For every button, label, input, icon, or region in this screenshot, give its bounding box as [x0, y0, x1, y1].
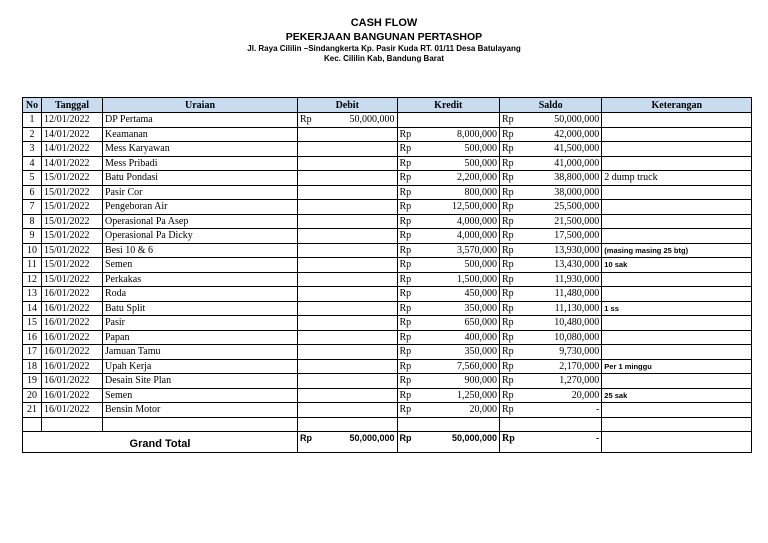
row-tanggal: 15/01/2022 — [42, 272, 103, 287]
row-kredit: 4,000,000 — [414, 214, 500, 229]
table-header-row — [23, 98, 752, 113]
row-kredit: 450,000 — [414, 287, 500, 302]
row-keterangan: Per 1 minggu — [602, 359, 752, 374]
table-row — [23, 127, 752, 142]
row-saldo: 38,800,000 — [517, 171, 602, 186]
table-row — [23, 287, 752, 302]
row-tanggal: 16/01/2022 — [42, 287, 103, 302]
grand-total-kredit-currency: Rp — [397, 432, 414, 453]
table-row — [23, 345, 752, 360]
row-uraian: Jamuan Tamu — [103, 345, 298, 360]
row-keterangan — [602, 185, 752, 200]
table-body — [23, 113, 752, 418]
row-debit — [314, 359, 397, 374]
row-saldo: 9,730,000 — [517, 345, 602, 360]
row-saldo-currency: Rp — [500, 185, 517, 200]
row-saldo: 10,080,000 — [517, 330, 602, 345]
table-row — [23, 301, 752, 316]
row-keterangan — [602, 374, 752, 389]
table-row — [23, 156, 752, 171]
row-kredit-currency: Rp — [397, 403, 414, 418]
row-debit — [314, 316, 397, 331]
row-uraian: Batu Split — [103, 301, 298, 316]
row-debit-currency — [298, 127, 315, 142]
row-debit-currency — [298, 403, 315, 418]
row-no: 15 — [23, 316, 42, 331]
row-kredit-currency: Rp — [397, 214, 414, 229]
row-debit — [314, 374, 397, 389]
row-debit-currency — [298, 185, 315, 200]
row-kredit: 1,250,000 — [414, 388, 500, 403]
row-debit-currency — [298, 200, 315, 215]
row-uraian: Pasir Cor — [103, 185, 298, 200]
address-line-1: Jl. Raya Cililin –Sindangkerta Kp. Pasir Kuda RT. 01/11 Desa Batulayang — [247, 44, 521, 53]
spacer-row — [23, 417, 752, 432]
row-kredit: 7,560,000 — [414, 359, 500, 374]
row-saldo-currency: Rp — [500, 301, 517, 316]
row-kredit: 8,000,000 — [414, 127, 500, 142]
grand-total-label: Grand Total — [23, 432, 298, 453]
row-tanggal: 16/01/2022 — [42, 316, 103, 331]
row-no: 9 — [23, 229, 42, 244]
table-row — [23, 272, 752, 287]
grand-total-keterangan — [602, 432, 752, 453]
row-kredit-currency: Rp — [397, 301, 414, 316]
address-line-2: Kec. Cililin Kab, Bandung Barat — [323, 54, 444, 63]
row-kredit-currency: Rp — [397, 185, 414, 200]
row-kredit: 500,000 — [414, 156, 500, 171]
row-debit — [314, 171, 397, 186]
row-debit-currency — [298, 316, 315, 331]
row-saldo-currency: Rp — [500, 359, 517, 374]
col-header-tanggal: Tanggal — [42, 98, 103, 113]
row-saldo-currency: Rp — [500, 229, 517, 244]
row-no: 20 — [23, 388, 42, 403]
row-tanggal: 16/01/2022 — [42, 374, 103, 389]
row-saldo: 41,000,000 — [517, 156, 602, 171]
row-debit — [314, 287, 397, 302]
row-tanggal: 16/01/2022 — [42, 359, 103, 374]
row-saldo-currency: Rp — [500, 243, 517, 258]
row-debit-currency — [298, 330, 315, 345]
row-saldo-currency: Rp — [500, 156, 517, 171]
row-saldo-currency: Rp — [500, 258, 517, 273]
row-saldo-currency: Rp — [500, 287, 517, 302]
col-header-kredit: Kredit — [397, 98, 500, 113]
row-kredit-currency: Rp — [397, 345, 414, 360]
row-kredit: 350,000 — [414, 345, 500, 360]
row-debit-currency — [298, 142, 315, 157]
table-row — [23, 200, 752, 215]
row-kredit-currency: Rp — [397, 359, 414, 374]
row-kredit: 500,000 — [414, 142, 500, 157]
row-saldo: 42,000,000 — [517, 127, 602, 142]
row-debit-currency — [298, 258, 315, 273]
row-kredit — [414, 113, 500, 128]
grand-total-debit-currency: Rp — [298, 432, 315, 453]
row-saldo-currency: Rp — [500, 113, 517, 128]
row-saldo: - — [517, 403, 602, 418]
row-saldo: 21,500,000 — [517, 214, 602, 229]
row-keterangan — [602, 142, 752, 157]
row-saldo: 1,270,000 — [517, 374, 602, 389]
row-keterangan: 10 sak — [602, 258, 752, 273]
table-row — [23, 388, 752, 403]
row-no: 10 — [23, 243, 42, 258]
row-uraian: Perkakas — [103, 272, 298, 287]
row-saldo-currency: Rp — [500, 272, 517, 287]
row-saldo-currency: Rp — [500, 214, 517, 229]
row-debit-currency — [298, 229, 315, 244]
row-saldo-currency: Rp — [500, 345, 517, 360]
row-debit-currency — [298, 388, 315, 403]
table-row — [23, 171, 752, 186]
row-tanggal: 15/01/2022 — [42, 243, 103, 258]
row-kredit-currency: Rp — [397, 142, 414, 157]
row-saldo-currency: Rp — [500, 171, 517, 186]
row-no: 21 — [23, 403, 42, 418]
row-uraian: Papan — [103, 330, 298, 345]
row-keterangan — [602, 330, 752, 345]
table-row — [23, 403, 752, 418]
document-title: CASH FLOW — [350, 17, 418, 29]
table-row — [23, 359, 752, 374]
row-tanggal: 15/01/2022 — [42, 200, 103, 215]
row-saldo: 41,500,000 — [517, 142, 602, 157]
row-tanggal: 16/01/2022 — [42, 330, 103, 345]
row-saldo: 10,480,000 — [517, 316, 602, 331]
row-debit — [314, 142, 397, 157]
row-keterangan — [602, 214, 752, 229]
row-tanggal: 15/01/2022 — [42, 185, 103, 200]
row-saldo: 17,500,000 — [517, 229, 602, 244]
row-saldo-currency: Rp — [500, 127, 517, 142]
row-debit — [314, 330, 397, 345]
row-kredit-currency: Rp — [397, 171, 414, 186]
row-tanggal: 15/01/2022 — [42, 171, 103, 186]
row-keterangan — [602, 403, 752, 418]
row-debit-currency — [298, 287, 315, 302]
grand-total-row — [23, 432, 752, 453]
row-kredit-currency: Rp — [397, 388, 414, 403]
row-saldo-currency: Rp — [500, 374, 517, 389]
row-keterangan — [602, 156, 752, 171]
row-kredit-currency: Rp — [397, 243, 414, 258]
row-kredit-currency: Rp — [397, 156, 414, 171]
row-no: 18 — [23, 359, 42, 374]
table-row — [23, 330, 752, 345]
row-uraian: Bensin Motor — [103, 403, 298, 418]
row-no: 8 — [23, 214, 42, 229]
row-kredit-currency — [397, 113, 414, 128]
row-kredit: 4,000,000 — [414, 229, 500, 244]
row-uraian: Mess Karyawan — [103, 142, 298, 157]
row-saldo-currency: Rp — [500, 330, 517, 345]
document-subtitle: PEKERJAAN BANGUNAN PERTASHOP — [285, 31, 483, 43]
col-header-no: No — [23, 98, 42, 113]
row-saldo: 11,130,000 — [517, 301, 602, 316]
col-header-uraian: Uraian — [103, 98, 298, 113]
row-no: 3 — [23, 142, 42, 157]
row-no: 6 — [23, 185, 42, 200]
row-debit-currency — [298, 345, 315, 360]
row-saldo: 38,000,000 — [517, 185, 602, 200]
row-no: 16 — [23, 330, 42, 345]
table-row — [23, 243, 752, 258]
grand-total-kredit: 50,000,000 — [414, 432, 500, 453]
row-uraian: Batu Pondasi — [103, 171, 298, 186]
row-kredit: 650,000 — [414, 316, 500, 331]
row-debit-currency — [298, 214, 315, 229]
row-no: 2 — [23, 127, 42, 142]
row-debit — [314, 214, 397, 229]
row-kredit: 1,500,000 — [414, 272, 500, 287]
row-uraian: Besi 10 & 6 — [103, 243, 298, 258]
row-kredit: 500,000 — [414, 258, 500, 273]
row-keterangan — [602, 316, 752, 331]
row-saldo-currency: Rp — [500, 200, 517, 215]
row-tanggal: 14/01/2022 — [42, 156, 103, 171]
row-tanggal: 16/01/2022 — [42, 345, 103, 360]
row-tanggal: 16/01/2022 — [42, 388, 103, 403]
row-no: 13 — [23, 287, 42, 302]
row-tanggal: 12/01/2022 — [42, 113, 103, 128]
row-debit-currency — [298, 243, 315, 258]
row-keterangan: (masing masing 25 btg) — [602, 243, 752, 258]
row-uraian: Desain Site Plan — [103, 374, 298, 389]
row-tanggal: 15/01/2022 — [42, 258, 103, 273]
row-kredit: 20,000 — [414, 403, 500, 418]
table-row — [23, 185, 752, 200]
row-debit — [314, 258, 397, 273]
row-saldo: 2,170,000 — [517, 359, 602, 374]
row-debit — [314, 272, 397, 287]
table-row — [23, 113, 752, 128]
row-kredit-currency: Rp — [397, 127, 414, 142]
table-row — [23, 374, 752, 389]
row-kredit: 400,000 — [414, 330, 500, 345]
row-kredit: 3,570,000 — [414, 243, 500, 258]
row-tanggal: 14/01/2022 — [42, 127, 103, 142]
row-debit — [314, 200, 397, 215]
row-keterangan — [602, 229, 752, 244]
row-debit — [314, 388, 397, 403]
row-uraian: Semen — [103, 388, 298, 403]
row-saldo: 20,000 — [517, 388, 602, 403]
cash-flow-table — [22, 97, 752, 453]
row-uraian: Pengeboran Air — [103, 200, 298, 215]
row-uraian: Semen — [103, 258, 298, 273]
row-saldo: 13,930,000 — [517, 243, 602, 258]
row-saldo: 13,430,000 — [517, 258, 602, 273]
row-keterangan: 1 ss — [602, 301, 752, 316]
row-keterangan — [602, 272, 752, 287]
row-uraian: Operasional Pa Asep — [103, 214, 298, 229]
row-no: 12 — [23, 272, 42, 287]
row-saldo: 11,480,000 — [517, 287, 602, 302]
row-tanggal: 16/01/2022 — [42, 403, 103, 418]
row-keterangan — [602, 345, 752, 360]
row-debit-currency — [298, 301, 315, 316]
row-no: 14 — [23, 301, 42, 316]
row-uraian: Mess Pribadi — [103, 156, 298, 171]
row-tanggal: 16/01/2022 — [42, 301, 103, 316]
table-row — [23, 142, 752, 157]
col-header-saldo: Saldo — [500, 98, 602, 113]
row-kredit-currency: Rp — [397, 258, 414, 273]
row-debit — [314, 243, 397, 258]
row-keterangan — [602, 113, 752, 128]
row-uraian: DP Pertama — [103, 113, 298, 128]
row-saldo-currency: Rp — [500, 142, 517, 157]
row-debit-currency — [298, 156, 315, 171]
row-uraian: Upah Kerja — [103, 359, 298, 374]
row-debit — [314, 127, 397, 142]
row-kredit-currency: Rp — [397, 229, 414, 244]
col-header-keterangan: Keterangan — [602, 98, 752, 113]
col-header-debit: Debit — [298, 98, 398, 113]
row-no: 11 — [23, 258, 42, 273]
row-debit — [314, 345, 397, 360]
row-debit-currency — [298, 272, 315, 287]
row-kredit-currency: Rp — [397, 272, 414, 287]
table-row — [23, 229, 752, 244]
row-no: 19 — [23, 374, 42, 389]
row-debit — [314, 301, 397, 316]
row-saldo-currency: Rp — [500, 403, 517, 418]
row-no: 7 — [23, 200, 42, 215]
row-saldo: 50,000,000 — [517, 113, 602, 128]
row-kredit: 350,000 — [414, 301, 500, 316]
row-debit — [314, 403, 397, 418]
row-saldo-currency: Rp — [500, 388, 517, 403]
row-debit — [314, 156, 397, 171]
row-uraian: Pasir — [103, 316, 298, 331]
row-saldo-currency: Rp — [500, 316, 517, 331]
row-uraian: Operasional Pa Dicky — [103, 229, 298, 244]
row-uraian: Keamanan — [103, 127, 298, 142]
row-saldo: 25,500,000 — [517, 200, 602, 215]
row-tanggal: 15/01/2022 — [42, 229, 103, 244]
table-row — [23, 214, 752, 229]
row-debit — [314, 229, 397, 244]
row-kredit-currency: Rp — [397, 374, 414, 389]
row-keterangan — [602, 200, 752, 215]
row-kredit: 900,000 — [414, 374, 500, 389]
grand-total-debit: 50,000,000 — [314, 432, 397, 453]
row-debit: 50,000,000 — [314, 113, 397, 128]
row-kredit-currency: Rp — [397, 316, 414, 331]
row-no: 5 — [23, 171, 42, 186]
table-row — [23, 316, 752, 331]
row-uraian: Roda — [103, 287, 298, 302]
row-debit — [314, 185, 397, 200]
row-kredit: 12,500,000 — [414, 200, 500, 215]
row-kredit: 800,000 — [414, 185, 500, 200]
grand-total-saldo: - — [517, 432, 602, 453]
grand-total-saldo-currency: Rp — [500, 432, 517, 453]
row-kredit-currency: Rp — [397, 200, 414, 215]
row-saldo: 11,930,000 — [517, 272, 602, 287]
row-no: 1 — [23, 113, 42, 128]
row-debit-currency — [298, 359, 315, 374]
row-debit-currency — [298, 374, 315, 389]
row-kredit-currency: Rp — [397, 330, 414, 345]
row-no: 4 — [23, 156, 42, 171]
row-debit-currency — [298, 171, 315, 186]
row-kredit: 2,200,000 — [414, 171, 500, 186]
row-kredit-currency: Rp — [397, 287, 414, 302]
row-keterangan: 25 sak — [602, 388, 752, 403]
row-tanggal: 14/01/2022 — [42, 142, 103, 157]
row-no: 17 — [23, 345, 42, 360]
row-debit-currency: Rp — [298, 113, 315, 128]
row-keterangan — [602, 287, 752, 302]
row-keterangan — [602, 127, 752, 142]
row-keterangan: 2 dump truck — [602, 171, 752, 186]
table-row — [23, 258, 752, 273]
row-tanggal: 15/01/2022 — [42, 214, 103, 229]
